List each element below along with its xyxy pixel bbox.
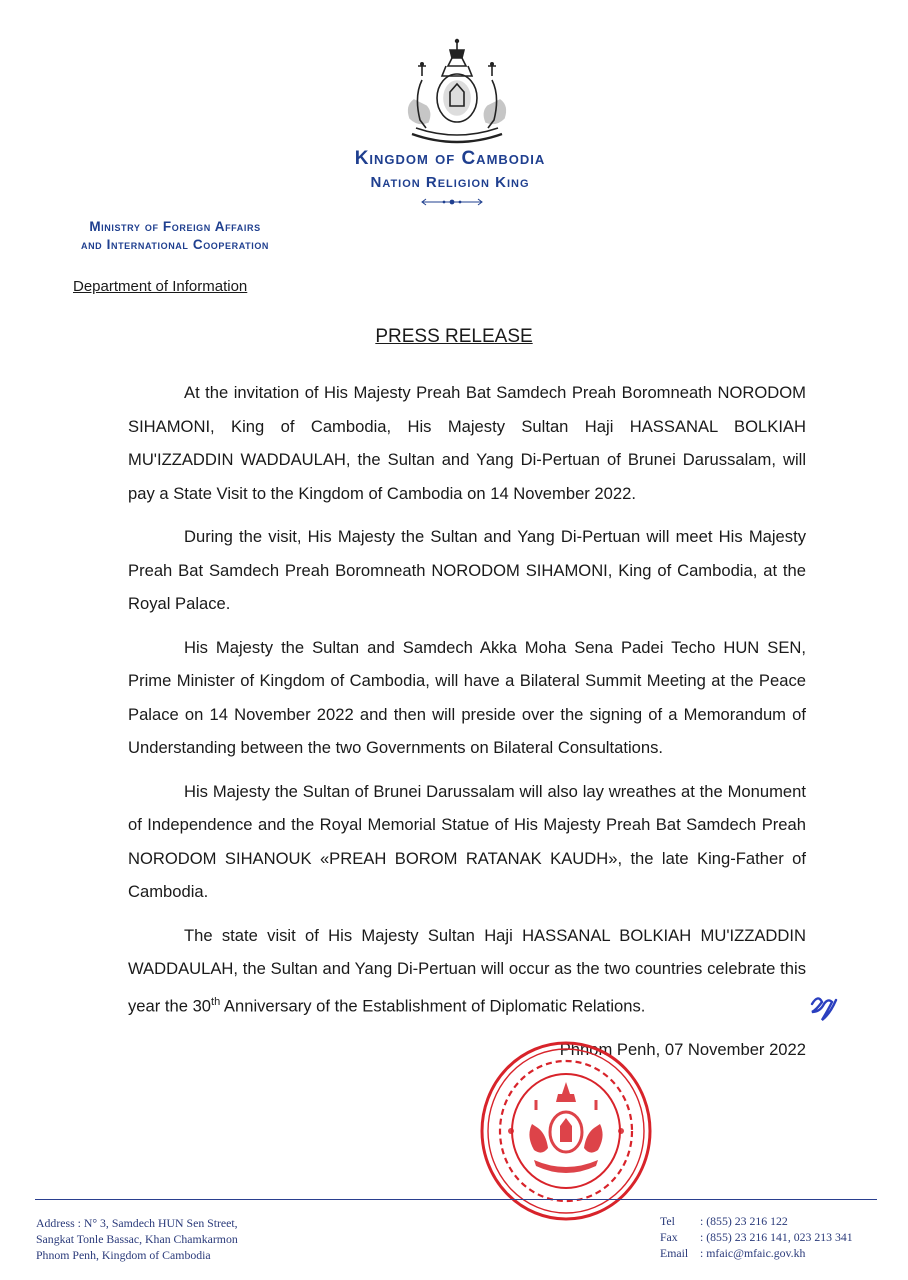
footer-contact: [660, 1213, 900, 1261]
paragraph: At the invitation of His Majesty Preah Bat Samdech Preah Boromneath NORODOM SIHAMONI, King of Cambodia, His Majesty Sultan Haji HASSANAL BOLKIAH MU'IZZADDIN WADDAULAH, the Sultan and Yang Di-Pertuan of Brunei Darussalam, will pay a State Visit to the Kingdom of Cambodia on 14 November 2022.: [128, 383, 806, 503]
footer-divider: [35, 1199, 877, 1200]
document-title: PRESS RELEASE: [375, 326, 533, 347]
address-line-2: Sangkat Tonle Bassac, Khan Chamkarmon: [36, 1232, 238, 1246]
official-ministry-seal-stamp: [478, 1040, 654, 1222]
telephone-row: [660, 1213, 900, 1229]
fax-label: Fax: [660, 1230, 678, 1244]
telephone-label: Tel: [660, 1214, 675, 1228]
footer-address: [36, 1215, 336, 1263]
ordinal-suffix: th: [211, 995, 221, 1008]
place-and-date: Phnom Penh, 07 November 2022: [559, 1040, 806, 1059]
kingdom-heading: [270, 148, 630, 191]
telephone-value: : (855) 23 216 122: [700, 1214, 788, 1228]
paragraph: His Majesty the Sultan of Brunei Darussalam will also lay wreathes at the Monument of Independence and the Royal Memorial Statue of His Majesty Preah Bat Samdech Preah NORODOM SIHANOUK «PREAH BOROM RATANAK KAUDH», the late King-Father of Cambodia.: [128, 781, 806, 901]
address-line-3: Phnom Penh, Kingdom of Cambodia: [36, 1248, 211, 1262]
email-label: Email: [660, 1246, 689, 1260]
email-row: [660, 1245, 900, 1261]
national-motto: Nation Religion King: [370, 174, 530, 191]
ministry-line-2: and International Cooperation: [80, 237, 270, 252]
ministry-line-1: Ministry of Foreign Affairs: [89, 219, 261, 234]
paragraph-last-text-end: Anniversary of the Establishment of Diplomatic Relations.: [220, 996, 646, 1016]
paragraph: During the visit, His Majesty the Sultan and Yang Di-Pertuan will meet His Majesty Preah Bat Samdech Preah Boromneath NORODOM SIHAMONI, King of Cambodia, at the Royal Palace.: [128, 527, 806, 613]
paragraph-last-text: The state visit of His Majesty Sultan Haji HASSANAL BOLKIAH MU'IZZADDIN WADDAULAH, the Sultan and Yang Di-Pertuan will occur as the two countries celebrate this year the 30: [128, 925, 806, 1016]
email-value[interactable]: : mfaic@mfaic.gov.kh: [700, 1246, 806, 1260]
paragraph-last: [128, 919, 806, 1023]
paragraph: His Majesty the Sultan and Samdech Akka Moha Sena Padei Techo HUN SEN, Prime Minister of Kingdom of Cambodia, will have a Bilateral Summit Meeting at the Peace Palace on 14 November 2022 and then will preside over the signing of a Memorandum of Understanding between the two Governments on Bilateral Consultations.: [128, 637, 806, 757]
press-release-body: [128, 376, 806, 1033]
fax-value: : (855) 23 216 141, 023 213 341: [700, 1230, 853, 1244]
handwritten-initials-signature: [808, 990, 840, 1024]
fax-row: [660, 1229, 900, 1245]
ministry-name: [30, 218, 320, 254]
decorative-divider-icon: [420, 198, 484, 206]
department-label: Department of Information: [73, 278, 248, 295]
royal-coat-of-arms-emblem: [392, 36, 522, 156]
address-line-1: Address : N° 3, Samdech HUN Sen Street,: [36, 1216, 238, 1230]
kingdom-name: Kingdom of Cambodia: [354, 148, 546, 169]
